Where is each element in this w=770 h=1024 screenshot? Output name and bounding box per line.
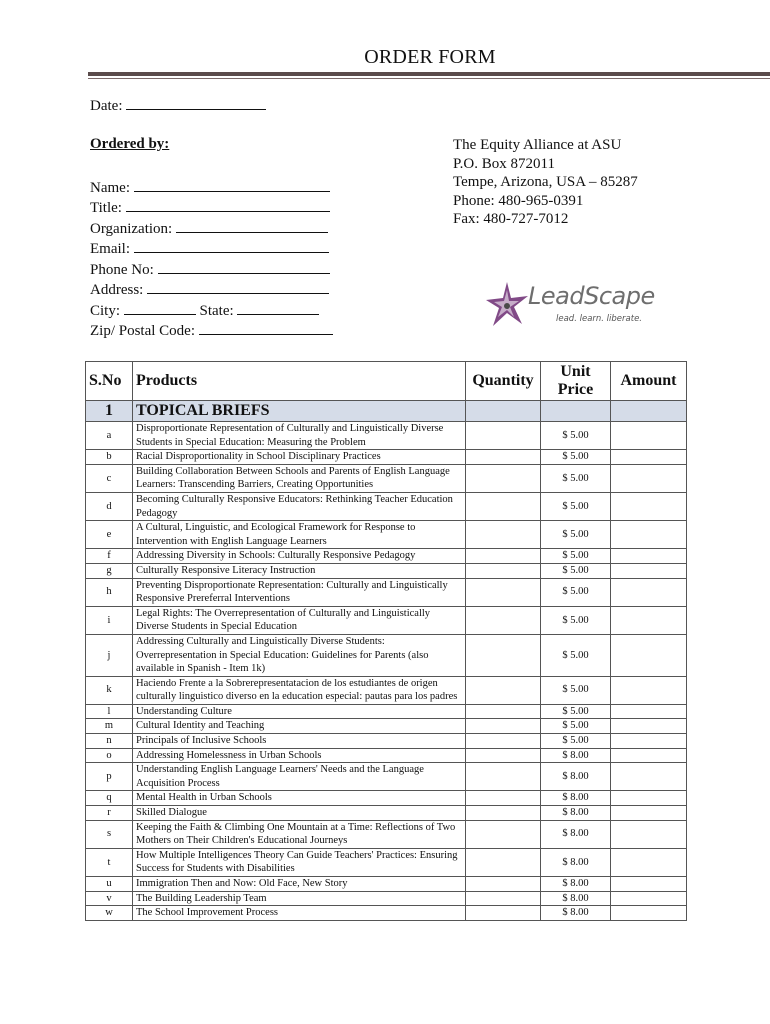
- table-row: [86, 422, 687, 450]
- header-quantity: Quantity: [466, 362, 541, 401]
- date-field[interactable]: [90, 96, 266, 115]
- phone-blank[interactable]: [158, 260, 330, 274]
- table-row: [86, 734, 687, 749]
- item-product: How Multiple Intelligences Theory Can Guide Teachers' Practices: Ensuring Success for Students with Disabilities: [133, 848, 466, 876]
- date-blank[interactable]: [126, 96, 266, 110]
- item-amount-input[interactable]: [611, 634, 687, 676]
- item-letter: c: [86, 464, 133, 492]
- item-quantity-input[interactable]: [466, 820, 541, 848]
- section-row: [86, 401, 687, 422]
- item-letter: k: [86, 676, 133, 704]
- item-unit-price: $ 5.00: [541, 578, 611, 606]
- name-label: Name:: [90, 180, 130, 196]
- address-phone: Phone: 480-965-0391: [453, 192, 584, 209]
- item-quantity-input[interactable]: [466, 748, 541, 763]
- item-product: Legal Rights: The Overrepresentation of Culturally and Linguistically Diverse Students in Special Education: [133, 606, 466, 634]
- table-row: [86, 748, 687, 763]
- leadscape-logo: [484, 280, 655, 332]
- item-letter: s: [86, 820, 133, 848]
- email-field[interactable]: [90, 239, 329, 258]
- item-amount-input[interactable]: [611, 676, 687, 704]
- city-blank[interactable]: [124, 301, 196, 315]
- item-letter: v: [86, 891, 133, 906]
- table-row: [86, 492, 687, 520]
- table-row: [86, 848, 687, 876]
- table-row: [86, 578, 687, 606]
- table-row: [86, 521, 687, 549]
- item-amount-input[interactable]: [611, 606, 687, 634]
- city-label: City:: [90, 303, 121, 319]
- table-row: [86, 450, 687, 465]
- item-quantity-input[interactable]: [466, 450, 541, 465]
- table-row: [86, 791, 687, 806]
- name-field[interactable]: [90, 178, 330, 197]
- item-unit-price: $ 5.00: [541, 563, 611, 578]
- zip-field[interactable]: [90, 321, 333, 340]
- item-unit-price: $ 5.00: [541, 606, 611, 634]
- table-row: [86, 676, 687, 704]
- item-unit-price: $ 8.00: [541, 848, 611, 876]
- item-unit-price: $ 8.00: [541, 763, 611, 791]
- item-amount-input[interactable]: [611, 848, 687, 876]
- item-quantity-input[interactable]: [466, 606, 541, 634]
- section-number: 1: [86, 401, 133, 422]
- table-row: [86, 719, 687, 734]
- table-row: [86, 549, 687, 564]
- item-product: Understanding English Language Learners' Needs and the Language Acquisition Process: [133, 763, 466, 791]
- section-title: TOPICAL BRIEFS: [133, 401, 466, 422]
- state-blank[interactable]: [237, 301, 319, 315]
- title-label: Title:: [90, 200, 122, 216]
- item-letter: p: [86, 763, 133, 791]
- title-field[interactable]: [90, 198, 330, 217]
- header-unit-price: [541, 362, 611, 401]
- table-row: [86, 806, 687, 821]
- logo-wordmark: LeadScape: [528, 282, 655, 310]
- address-block: [453, 136, 638, 229]
- item-unit-price: $ 5.00: [541, 549, 611, 564]
- item-unit-price: $ 8.00: [541, 820, 611, 848]
- item-product: Disproportionate Representation of Culturally and Linguistically Diverse Students in Special Education: Measuring the Problem: [133, 422, 466, 450]
- header-amount: Amount: [611, 362, 687, 401]
- item-letter: q: [86, 791, 133, 806]
- item-unit-price: $ 5.00: [541, 676, 611, 704]
- item-unit-price: $ 5.00: [541, 521, 611, 549]
- item-unit-price: $ 5.00: [541, 719, 611, 734]
- item-quantity-input[interactable]: [466, 704, 541, 719]
- item-amount-input[interactable]: [611, 704, 687, 719]
- item-amount-input[interactable]: [611, 450, 687, 465]
- item-unit-price: $ 5.00: [541, 450, 611, 465]
- phone-label: Phone No:: [90, 262, 154, 278]
- address-blank[interactable]: [147, 280, 329, 294]
- item-product: The Building Leadership Team: [133, 891, 466, 906]
- item-quantity-input[interactable]: [466, 464, 541, 492]
- item-amount-input[interactable]: [611, 820, 687, 848]
- item-unit-price: $ 5.00: [541, 422, 611, 450]
- header-unit-price-line2: Price: [557, 381, 594, 398]
- item-unit-price: $ 5.00: [541, 704, 611, 719]
- item-amount-input[interactable]: [611, 763, 687, 791]
- table-row: [86, 634, 687, 676]
- item-quantity-input[interactable]: [466, 891, 541, 906]
- item-letter: g: [86, 563, 133, 578]
- item-quantity-input[interactable]: [466, 906, 541, 921]
- organization-label: Organization:: [90, 221, 173, 237]
- item-letter: d: [86, 492, 133, 520]
- item-amount-input[interactable]: [611, 806, 687, 821]
- item-amount-input[interactable]: [611, 734, 687, 749]
- item-amount-input[interactable]: [611, 719, 687, 734]
- address-label: Address:: [90, 282, 144, 298]
- item-product: Building Collaboration Between Schools and Parents of English Language Learners: Transcending Barriers, Creating Opportunities: [133, 464, 466, 492]
- section-price-cell: [541, 401, 611, 422]
- item-amount-input[interactable]: [611, 521, 687, 549]
- item-amount-input[interactable]: [611, 549, 687, 564]
- table-header-row: [86, 362, 687, 401]
- item-letter: a: [86, 422, 133, 450]
- item-product: The School Improvement Process: [133, 906, 466, 921]
- email-blank[interactable]: [134, 239, 329, 253]
- item-product: Understanding Culture: [133, 704, 466, 719]
- item-unit-price: $ 8.00: [541, 806, 611, 821]
- item-letter: m: [86, 719, 133, 734]
- phone-field[interactable]: [90, 260, 330, 279]
- page-title: ORDER FORM: [364, 46, 496, 68]
- item-amount-input[interactable]: [611, 492, 687, 520]
- state-label: State:: [199, 303, 234, 319]
- item-product: Haciendo Frente a la Sobrerepresentatacion de los estudiantes de origen culturally linguistico diverso en la education especial: pautas para los padres: [133, 676, 466, 704]
- item-letter: w: [86, 906, 133, 921]
- item-quantity-input[interactable]: [466, 634, 541, 676]
- header-rule-thin: [88, 78, 770, 79]
- table-row: [86, 906, 687, 921]
- zip-label: Zip/ Postal Code:: [90, 323, 195, 339]
- item-product: Cultural Identity and Teaching: [133, 719, 466, 734]
- item-quantity-input[interactable]: [466, 763, 541, 791]
- item-amount-input[interactable]: [611, 877, 687, 892]
- item-letter: l: [86, 704, 133, 719]
- item-product: Skilled Dialogue: [133, 806, 466, 821]
- table-row: [86, 763, 687, 791]
- table-row: [86, 563, 687, 578]
- item-quantity-input[interactable]: [466, 521, 541, 549]
- logo-tagline: lead. learn. liberate.: [556, 314, 643, 324]
- item-quantity-input[interactable]: [466, 578, 541, 606]
- title-blank[interactable]: [126, 198, 330, 212]
- section-amount-cell: [611, 401, 687, 422]
- item-letter: b: [86, 450, 133, 465]
- item-quantity-input[interactable]: [466, 549, 541, 564]
- item-unit-price: $ 5.00: [541, 734, 611, 749]
- item-letter: r: [86, 806, 133, 821]
- item-quantity-input[interactable]: [466, 719, 541, 734]
- item-quantity-input[interactable]: [466, 791, 541, 806]
- address-org: The Equity Alliance at ASU: [453, 137, 622, 153]
- item-unit-price: $ 8.00: [541, 906, 611, 921]
- name-blank[interactable]: [134, 178, 330, 192]
- item-amount-input[interactable]: [611, 578, 687, 606]
- item-product: Preventing Disproportionate Representation: Culturally and Linguistically Responsive Prereferral Interventions: [133, 578, 466, 606]
- item-letter: h: [86, 578, 133, 606]
- item-product: A Cultural, Linguistic, and Ecological Framework for Response to Intervention with English Language Learners: [133, 521, 466, 549]
- address-field[interactable]: [90, 280, 329, 299]
- item-unit-price: $ 8.00: [541, 748, 611, 763]
- item-product: Immigration Then and Now: Old Face, New Story: [133, 877, 466, 892]
- address-fax: Fax: 480-727-7012: [453, 211, 569, 227]
- item-product: Addressing Diversity in Schools: Culturally Responsive Pedagogy: [133, 549, 466, 564]
- table-row: [86, 891, 687, 906]
- item-product: Keeping the Faith & Climbing One Mountain at a Time: Reflections of Two Mothers on Their Children's Educational Journeys: [133, 820, 466, 848]
- item-letter: t: [86, 848, 133, 876]
- table-row: [86, 464, 687, 492]
- item-letter: e: [86, 521, 133, 549]
- item-letter: n: [86, 734, 133, 749]
- table-row: [86, 877, 687, 892]
- item-unit-price: $ 8.00: [541, 891, 611, 906]
- item-product: Addressing Culturally and Linguistically Diverse Students: Overrepresentation in Special Education: Guidelines for Parents (also available in Spanish - Item 1k): [133, 634, 466, 676]
- item-letter: u: [86, 877, 133, 892]
- item-unit-price: $ 8.00: [541, 877, 611, 892]
- item-amount-input[interactable]: [611, 906, 687, 921]
- zip-blank[interactable]: [199, 321, 333, 335]
- address-city: Tempe, Arizona, USA – 85287: [453, 174, 638, 190]
- header-sno: S.No: [86, 362, 133, 401]
- item-amount-input[interactable]: [611, 748, 687, 763]
- item-quantity-input[interactable]: [466, 676, 541, 704]
- item-product: Addressing Homelessness in Urban Schools: [133, 748, 466, 763]
- table-row: [86, 606, 687, 634]
- date-label: Date:: [90, 98, 123, 114]
- item-quantity-input[interactable]: [466, 492, 541, 520]
- item-product: Racial Disproportionality in School Disciplinary Practices: [133, 450, 466, 465]
- header-unit-price-line1: Unit: [560, 363, 591, 380]
- item-letter: j: [86, 634, 133, 676]
- item-quantity-input[interactable]: [466, 848, 541, 876]
- item-product: Becoming Culturally Responsive Educators: Rethinking Teacher Education Pedagogy: [133, 492, 466, 520]
- section-quantity-cell: [466, 401, 541, 422]
- item-unit-price: $ 5.00: [541, 492, 611, 520]
- item-unit-price: $ 5.00: [541, 464, 611, 492]
- item-amount-input[interactable]: [611, 563, 687, 578]
- item-quantity-input[interactable]: [466, 563, 541, 578]
- organization-blank[interactable]: [176, 219, 328, 233]
- item-quantity-input[interactable]: [466, 734, 541, 749]
- email-label: Email:: [90, 241, 130, 257]
- item-letter: i: [86, 606, 133, 634]
- organization-field[interactable]: [90, 219, 328, 238]
- item-quantity-input[interactable]: [466, 806, 541, 821]
- table-row: [86, 820, 687, 848]
- item-amount-input[interactable]: [611, 791, 687, 806]
- item-product: Culturally Responsive Literacy Instruction: [133, 563, 466, 578]
- table-row: [86, 704, 687, 719]
- item-product: Principals of Inclusive Schools: [133, 734, 466, 749]
- header-products: Products: [133, 362, 466, 401]
- item-quantity-input[interactable]: [466, 422, 541, 450]
- header-rule: [88, 72, 770, 76]
- leadscape-star-icon: [484, 280, 530, 332]
- order-table: [85, 361, 687, 921]
- item-unit-price: $ 5.00: [541, 634, 611, 676]
- ordered-by-heading: Ordered by:: [90, 136, 170, 152]
- address-po-box: P.O. Box 872011: [453, 155, 555, 172]
- city-state-field[interactable]: [90, 301, 319, 320]
- item-amount-input[interactable]: [611, 891, 687, 906]
- item-product: Mental Health in Urban Schools: [133, 791, 466, 806]
- item-letter: f: [86, 549, 133, 564]
- item-letter: o: [86, 748, 133, 763]
- item-amount-input[interactable]: [611, 422, 687, 450]
- item-unit-price: $ 8.00: [541, 791, 611, 806]
- item-amount-input[interactable]: [611, 464, 687, 492]
- item-quantity-input[interactable]: [466, 877, 541, 892]
